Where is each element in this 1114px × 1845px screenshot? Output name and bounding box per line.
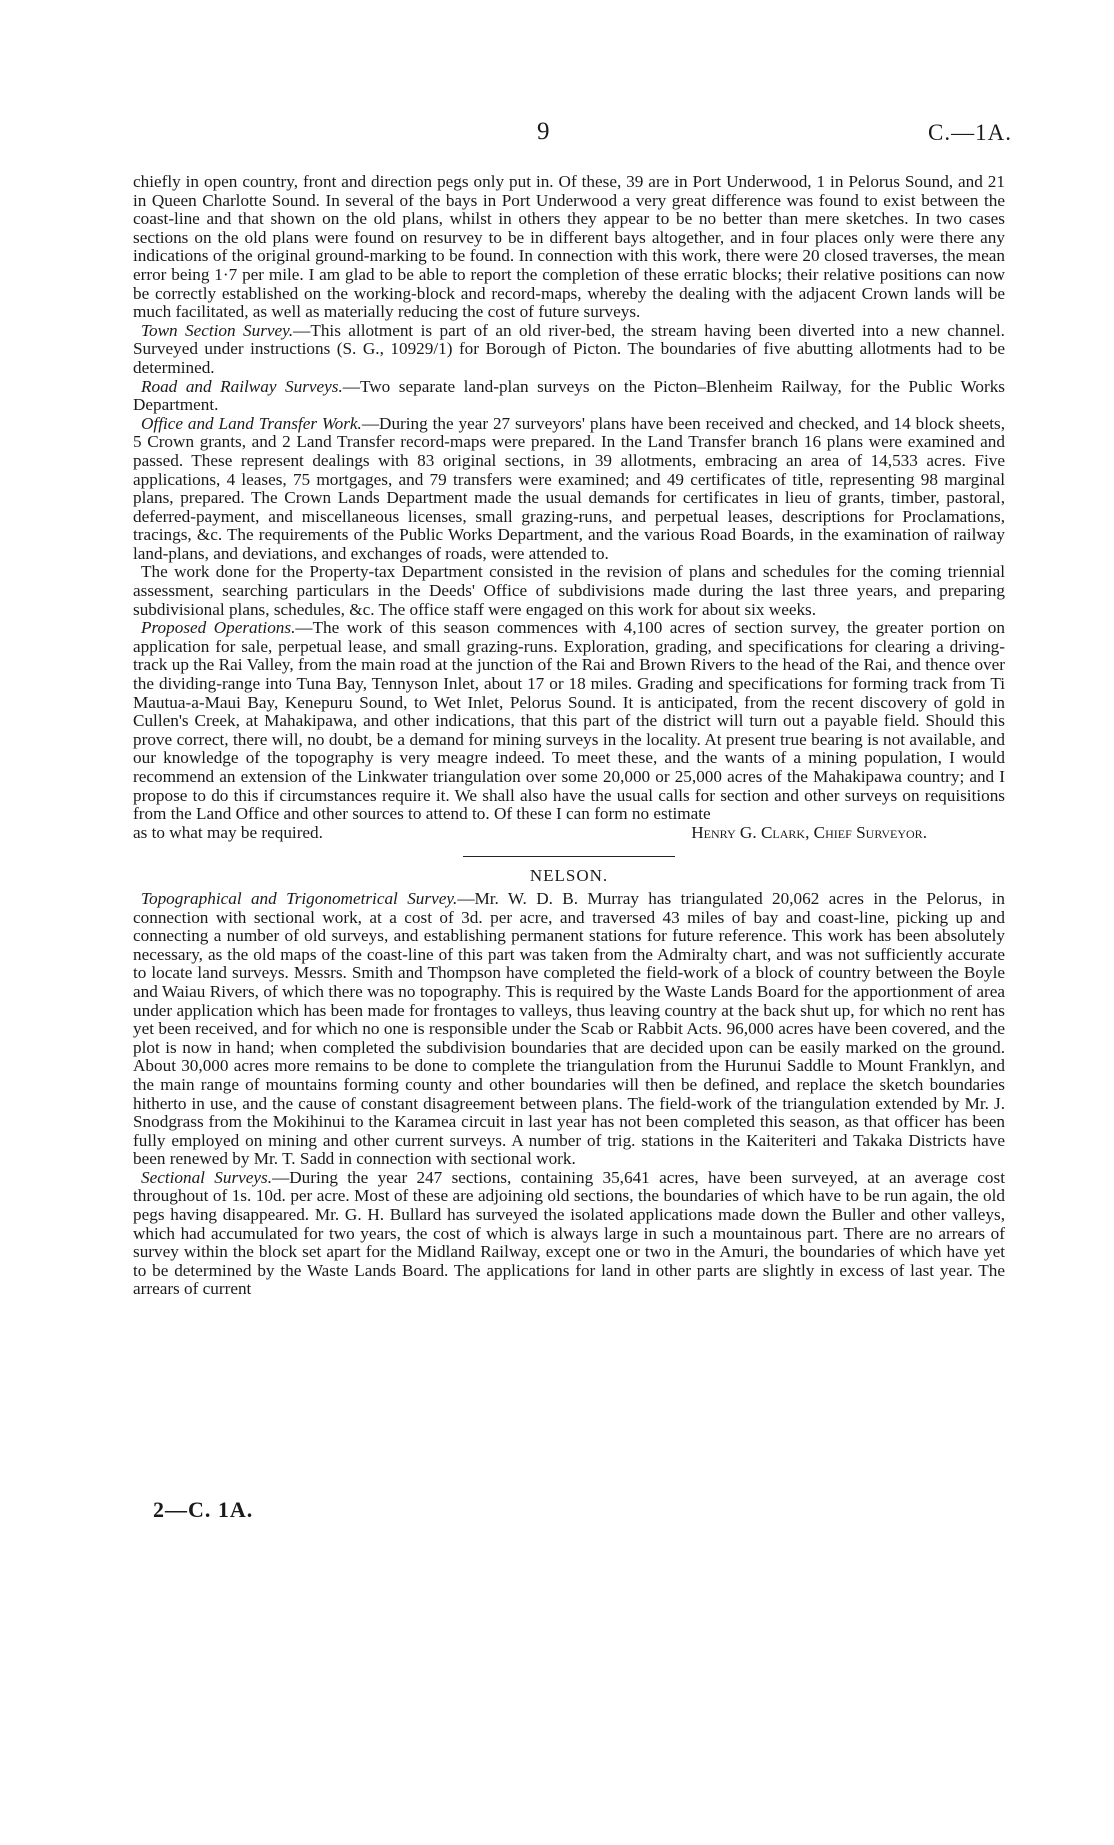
paragraph-text: —Mr. W. D. B. Murray has triangulated 20,062 acres in the Pelorus, in connection with sectional work, at a cost of 3d. per acre, and traversed 43 miles of bay and coast-line, picking up and connecting a number of old surveys, and establishing permanent stations for future reference. This work has been absolutely necessary, as the old maps of the coast-line of this part was taken from the Admiralty chart, and was not sufficiently accurate to locate land surveys. Messrs. Smith and Thompson have completed the field-work of a block of country between the Boyle and Waiau Rivers, of which there was no topography. This is required by the Waste Lands Board for the apportionment of area under application which has been made for frontages to valleys, thus leaving country at the back shut up, for which no rent has yet been received, and for which no one is responsible under the Scab or Rabbit Acts. 96,000 acres have been covered, and the plot is now in hand; when completed the subdivision boundaries that are decided upon can be easily marked on the ground. About 30,000 acres more remains to be done to complete the triangulation from the Hurunui Saddle to Mount Franklyn, and the main range of mountains forming county and other boundaries will then be defined, and replace the sketch boundaries hitherto in use, and the cause of constant disagreement between plans. The field-work of the triangulation extended by Mr. J. Snodgrass from the Mokihinui to the Karamea circuit in last year has not been completed this season, as that officer has been fully employed on mining and other current surveys. A number of trig. stations in the Kaiteriteri and Takaka Districts have been renewed by Mr. T. Sadd in connection with sectional work. xyxy=(133,888,1006,1169)
page-number: 9 xyxy=(537,118,550,145)
section-divider xyxy=(463,856,675,857)
paragraph-heading: Topographical and Trigonometrical Survey. xyxy=(141,888,458,908)
paragraph-text: —During the year 27 surveyors' plans have been received and checked, and 14 block sheets, 5 Crown grants, and 2 Land Transfer record-maps were prepared. In the Land Transfer branch 16 plans were examined and passed. These represent dealings with 83 original sections, in 39 allotments, embracing an area of 14,533 acres. Five applications, 4 leases, 75 mortgages, and 79 transfers were examined; and 49 certificates of title, representing 98 marginal plans, prepared. The Crown Lands Department made the usual demands for certificates in lieu of grants, timber, pastoral, deferred-payment, and miscellaneous licenses, small grazing-runs, and perpetual leases, descriptions for Proclamations, tracings, &c. The requirements of the Public Works Department, and the various Road Boards, in the examination of railway land-plans, and deviations, and exchanges of roads, were attended to. xyxy=(133,413,1005,563)
paragraph-continued: chiefly in open country, front and direction pegs only put in. Of these, 39 are in Port Underwood, 1 in Pelorus Sound, and 21 in Queen Charlotte Sound. In several of the bays in Port Underwood a very great difference was found to exist between the coast-line and that shown on the old plans, whilst in others they appear to be no better than mere sketches. In two cases sections on the old plans were found on resurvey to be in different bays altogether, and in four places only were there any indications of the original ground-marking to be found. In connection with this work, there were 20 closed traverses, the mean error being 1·7 per mile. I am glad to be able to report the completion of these erratic blocks; their relative positions can now be correctly established on the working-block and record-maps, whereby the dealing with the adjacent Crown lands will be much facilitated, as well as materially reducing the cost of future surveys. xyxy=(133,172,1005,322)
body-text xyxy=(133,173,1005,1299)
sheet-reference: 2—C. 1A. xyxy=(153,1497,254,1522)
paragraph-sectional-surveys xyxy=(133,1169,1005,1299)
paragraph-heading: Road and Railway Surveys. xyxy=(141,376,343,396)
paragraph-property-tax: The work done for the Property-tax Department consisted in the revision of plans and schedules for the coming triennial assessment, searching particulars in the Deeds' Office of subdivisions made during the last three years, and preparing subdivisional plans, schedules, &c. The office staff were engaged on this work for about six weeks. xyxy=(133,562,1005,619)
paragraph-town-section-survey xyxy=(133,322,1005,378)
paragraph-text: —Two separate land-plan surveys on the Picton–Blenheim Railway, for the Public Works Department. xyxy=(133,376,1005,415)
signature-line xyxy=(133,824,1005,843)
paragraph-text: —The work of this season commences with 4,100 acres of section survey, the greater portion on application for sale, perpetual lease, and small grazing-runs. Exploration, grading, and specifications for clearing a driving-track up the Rai Valley, from the main road at the junction of the Rai and Brown Rivers to the head of the Rai, and thence over the dividing-range into Tuna Bay, Tennyson Inlet, about 17 or 18 miles. Grading and specifications for forming track from Ti Mautua-a-Maui Bay, Kenepuru Sound, to Wet Inlet, Pelorus Sound. It is anticipated, from the recent discovery of gold in Cullen's Creek, at Mahakipawa, and other indications, that this part of the district will turn out a payable field. Should this prove correct, there will, no doubt, be a demand for mining surveys in the locality. At present true bearing is not available, and our knowledge of the topography is very meagre indeed. To meet these, and the wants of a mining population, I would recommend an extension of the Linkwater triangulation over some 20,000 or 25,000 acres of the Mahakipawa country; and I propose to do this if circumstances require it. We shall also have the usual calls for section and other surveys on requisitions from the Land Office and other sources to attend to. Of these I can form no estimate xyxy=(133,618,1005,824)
paragraph-heading: Sectional Surveys. xyxy=(141,1167,273,1187)
document-reference: C.—1A. xyxy=(928,120,1012,145)
signature: Henry G. Clark, Chief Surveyor. xyxy=(691,822,927,842)
paragraph-text: —During the year 247 sections, containing 35,641 acres, have been surveyed, at an average cost throughout of 1s. 10d. per acre. Most of these are adjoining old sections, the boundaries of which have to be run again, the old pegs having disappeared. Mr. G. H. Bullard has surveyed the isolated applications made down the Buller and other valleys, which had accumulated for two years, the cost of which is always large in such a mountainous part. There are no arrears of survey within the block set apart for the Midland Railway, except one or two in the Amuri, the boundaries of which have yet to be determined by the Waste Lands Board. The applications for land in other parts are slightly in excess of last year. The arrears of current xyxy=(133,1167,1005,1299)
paragraph-office-land-transfer xyxy=(133,415,1005,564)
paragraph-text: —This allotment is part of an old river-bed, the stream having been diverted into a new channel. Surveyed under instructions (S. G., 10929/1) for Borough of Picton. The boundaries of five abutting allotments had to be determined. xyxy=(133,320,1005,377)
paragraph-heading: Town Section Survey. xyxy=(141,320,294,340)
paragraph-heading: Office and Land Transfer Work. xyxy=(141,413,362,433)
section-title-nelson: NELSON. xyxy=(529,866,609,886)
closing-text: as to what may be required. xyxy=(133,822,323,842)
paragraph-road-railway-surveys xyxy=(133,378,1005,415)
paragraph-topographical-survey xyxy=(133,890,1005,1169)
paragraph-proposed-operations xyxy=(133,619,1005,824)
paragraph-heading: Proposed Operations. xyxy=(141,618,296,638)
